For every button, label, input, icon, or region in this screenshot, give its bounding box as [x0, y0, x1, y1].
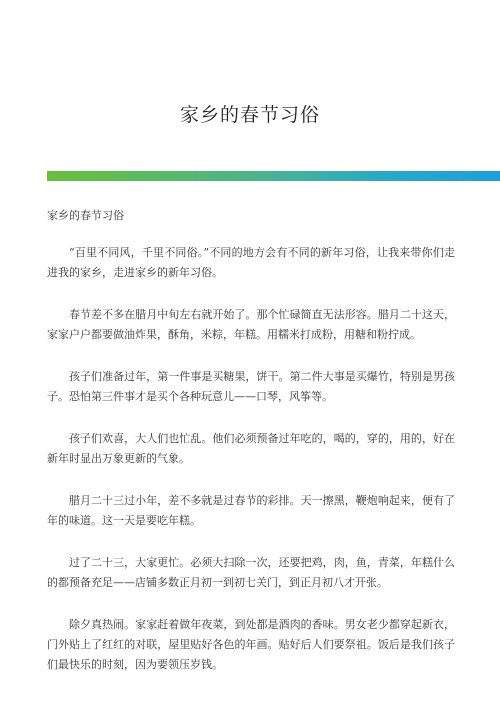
gradient-divider	[47, 171, 500, 181]
paragraph: 过了二十三，大家更忙。必须大扫除一次，还要把鸡，肉，鱼，青菜，年糕什么的都预备充足——店铺多数正月初一到初七关门，到正月初八才开张。	[47, 556, 455, 589]
document-subtitle: 家乡的春节习俗	[47, 209, 124, 222]
document-body	[47, 206, 455, 697]
paragraph: 春节差不多在腊月中旬左右就开始了。那个忙碌简直无法形容。腊月二十这天，家家户户都要做油炸果，酥角，米粽，年糕。用糯米打成粉，用糖和粉拧成。	[47, 308, 455, 341]
paragraph: 腊月二十三过小年，差不多就是过春节的彩排。天一擦黑，鞭炮响起来，便有了年的味道。这一天是要吃年糕。	[47, 494, 455, 527]
paragraph: 除夕真热闹。家家赶着做年夜菜，到处都是酒肉的香味。男女老少都穿起新衣，门外贴上了红红的对联，屋里贴好各色的年画。贴好后人们要祭祖。饭后是我们孩子们最快乐的时刻，因为要领压岁钱。	[47, 618, 455, 671]
paragraph: 孩子们欢喜，大人们也忙乱。他们必须预备过年吃的，喝的，穿的，用的，好在新年时显出万象更新的气象。	[47, 432, 455, 465]
paragraph: “百里不同风，千里不同俗。”不同的地方会有不同的新年习俗，让我来带你们走进我的家乡，走进家乡的新年习俗。	[47, 246, 455, 279]
paragraph: 孩子们准备过年，第一件事是买糖果，饼干。第二件大事是买爆竹，特别是男孩子。恐怕第三件事才是买个各种玩意儿——口琴，风筝等。	[47, 370, 455, 403]
document-title: 家乡的春节习俗	[179, 104, 320, 126]
